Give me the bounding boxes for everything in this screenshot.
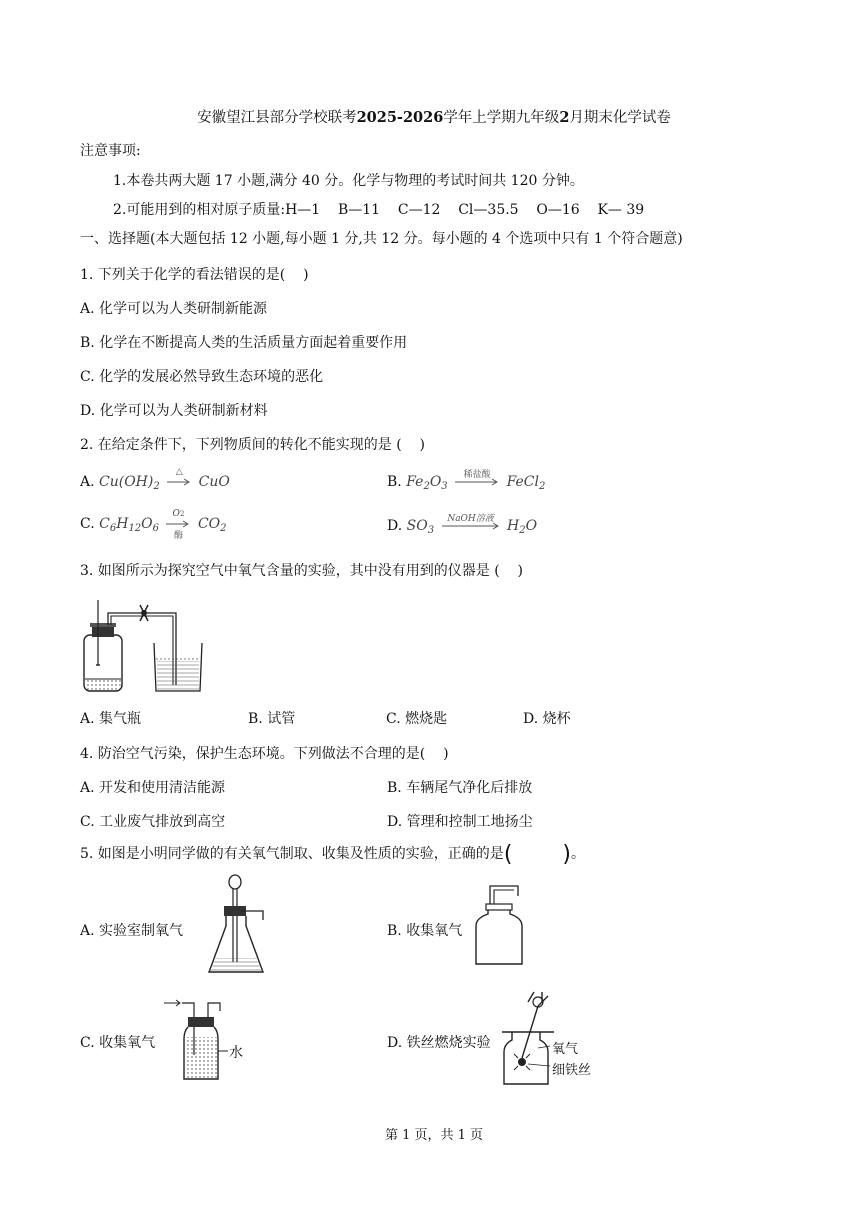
question-5-option-d: D. 铁丝燃烧实验 xyxy=(387,1035,491,1051)
reaction-arrow: △ xyxy=(167,478,191,486)
flask-oxygen-generator-figure xyxy=(205,872,275,978)
question-2-stem: 2. 在给定条件下，下列物质间的转化不能实现的是 ( ) xyxy=(80,437,425,453)
question-1-option-c: C. 化学的发展必然导致生态环境的恶化 xyxy=(80,369,324,385)
question-1-option-d: D. 化学可以为人类研制新材料 xyxy=(80,403,268,419)
question-3-option-d: D. 烧杯 xyxy=(523,711,571,727)
question-4-option-a: A. 开发和使用清洁能源 xyxy=(80,780,226,796)
question-1-option-b: B. 化学在不断提高人类的生活质量方面起着重要作用 xyxy=(80,335,408,351)
notice-heading: 注意事项: xyxy=(80,143,141,159)
oxygen-label: 氧气 xyxy=(552,1042,579,1057)
question-5-option-b: B. 收集氧气 xyxy=(387,923,463,939)
formula-cuo: CuO xyxy=(198,474,230,490)
formula-so3: $SO_3$ xyxy=(406,518,435,536)
answer-paren-close: ) xyxy=(562,842,571,867)
question-4-option-c: C. 工业废气排放到高空 xyxy=(80,814,226,830)
upward-collection-bottle-figure xyxy=(470,882,530,968)
reaction-arrow: 稀盐酸 xyxy=(455,478,499,486)
formula-h2o: $H_2O$ xyxy=(507,518,538,536)
option-label: C. xyxy=(80,516,95,532)
oxygen-content-apparatus-figure xyxy=(78,595,208,695)
question-3-option-c: C. 燃烧匙 xyxy=(386,711,448,727)
question-3-option-b: B. 试管 xyxy=(248,711,296,727)
page-number-footer: 第 1 页，共 1 页 xyxy=(384,1128,484,1143)
question-2-option-d xyxy=(387,514,538,536)
notice-item-2: 2.可能用到的相对原子质量:H—1 B—11 C—12 Cl—35.5 O—16 K— 39 xyxy=(113,202,645,218)
question-3-stem: 3. 如图所示为探究空气中氧气含量的实验，其中没有用到的仪器是 ( ) xyxy=(80,563,523,579)
exam-title: 安徽望江县部分学校联考2025-2026学年上学期九年级2月期末化学试卷 xyxy=(197,109,671,126)
water-label: 水 xyxy=(229,1045,243,1061)
question-3-option-a: A. 集气瓶 xyxy=(80,711,142,727)
answer-paren-open: ( xyxy=(503,842,513,867)
reaction-arrow: NaOH溶液 xyxy=(442,522,500,530)
formula-fecl2: FeCl$_2$ xyxy=(506,474,546,492)
reaction-arrow: O2 酶 xyxy=(166,520,190,528)
question-1-stem: 1. 下列关于化学的看法错误的是( ) xyxy=(80,267,309,283)
option-label: A. xyxy=(80,474,95,490)
question-4-option-d: D. 管理和控制工地扬尘 xyxy=(387,814,533,830)
formula-glucose: $C_6H_{12}O_6$ xyxy=(99,516,160,534)
water-collection-bottle-figure xyxy=(158,995,258,1083)
question-4-option-b: B. 车辆尾气净化后排放 xyxy=(387,780,533,796)
notice-item-1: 1.本卷共两大题 17 小题,满分 40 分。化学与物理的考试时间共 120 分钟。 xyxy=(113,173,584,189)
question-4-stem: 4. 防治空气污染，保护生态环境。下列做法不合理的是( ) xyxy=(80,746,449,762)
iron-wire-combustion-figure xyxy=(498,988,558,1088)
question-1-option-a: A. 化学可以为人类研制新能源 xyxy=(80,301,268,317)
option-label: B. xyxy=(387,474,402,490)
question-2-option-c xyxy=(80,509,227,541)
formula-co2: $CO_2$ xyxy=(197,516,227,534)
question-2-option-b xyxy=(387,470,546,492)
formula-cu-oh-2: $Cu(OH)_2$ xyxy=(99,474,160,492)
formula-fe2o3: $Fe_2O_3$ xyxy=(406,474,448,492)
question-2-option-a xyxy=(80,467,230,492)
section-heading: 一、选择题(本大题包括 12 小题,每小题 1 分,共 12 分。每小题的 4 个选项中只有 1 个符合题意) xyxy=(80,231,683,247)
question-5-option-c: C. 收集氧气 xyxy=(80,1035,156,1051)
option-label: D. xyxy=(387,518,403,534)
question-5-stem: 5. 如图是小明同学做的有关氧气制取、收集及性质的实验，正确的是( )。 xyxy=(80,842,585,867)
iron-wire-label: 细铁丝 xyxy=(552,1063,592,1078)
question-5-option-a: A. 实验室制氧气 xyxy=(80,923,184,939)
